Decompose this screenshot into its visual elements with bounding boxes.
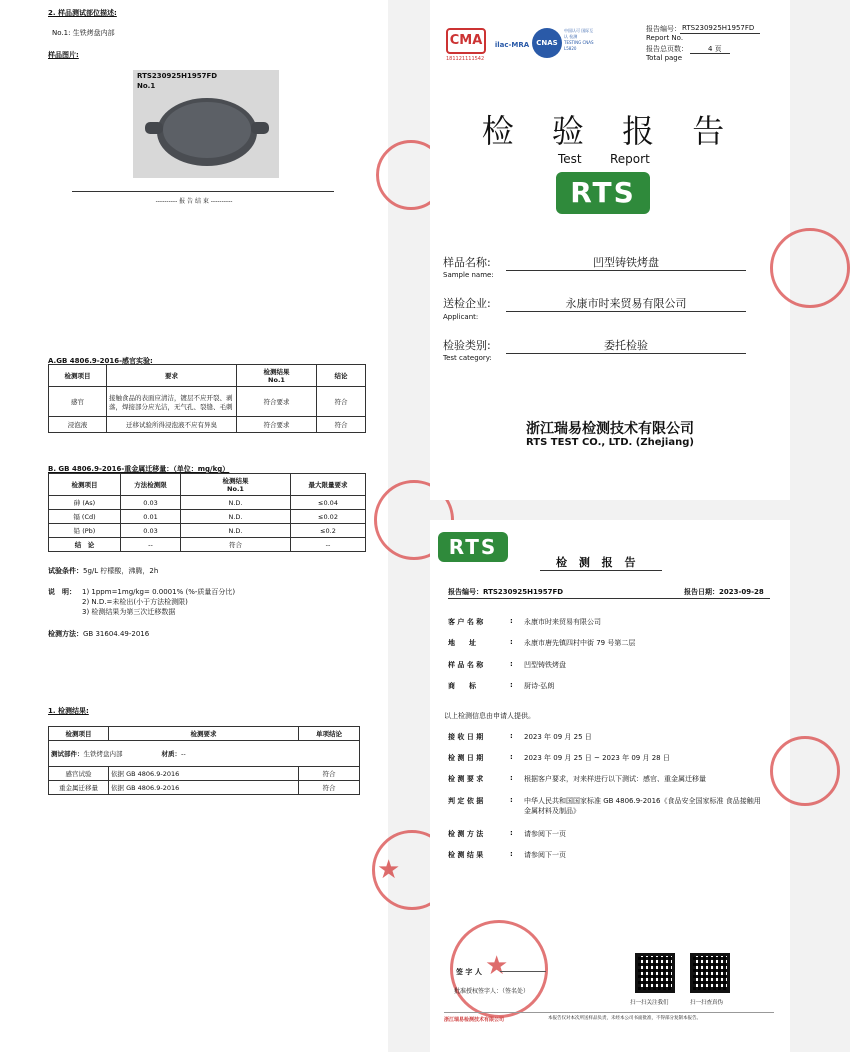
cover-title-en-2: Report [610, 152, 650, 166]
col-conclusion: 结论 [317, 365, 366, 387]
col-requirement: 要求 [107, 365, 237, 387]
auth-text: 批准授权签字人：（签名处） [454, 988, 530, 995]
col-result: 检测结果 No.1 [237, 365, 317, 387]
divider [72, 191, 334, 192]
sample-label: 样品名称: [443, 256, 491, 269]
rts-logo: RTS [556, 172, 650, 214]
col-item: 检测项目 [49, 365, 107, 387]
test-date-label: 检 测 日 期 [448, 754, 484, 762]
category-value: 委托检验 [604, 339, 648, 352]
photo-label-code: RTS230925H1957FD [137, 72, 218, 80]
total-value: 4 页 [708, 45, 722, 53]
table-row: 砷 (As) 0.03 N.D. ≤0.04 [49, 496, 366, 510]
results-table: 检测项目 检测要求 单项结论 测试部件：生铁烤盘内部 材质：-- 感官试验 依据 GB 4806.9-2016 符合 重金属迁移量 依据 GB 4806.9-2016 符合 [48, 726, 360, 795]
applicant-label: 送检企业: [443, 297, 491, 310]
company-name-en: RTS TEST CO., LTD. (Zhejiang) [526, 437, 694, 448]
report-page-left [0, 0, 401, 1052]
test-requirement-value: 根据客户要求，对来样进行以下测试：感官、重金属迁移量 [524, 775, 706, 783]
applicant-label-en: Applicant: [443, 313, 479, 321]
signature [500, 960, 546, 972]
sample-name-label: 样 品 名 称 [448, 661, 484, 669]
address-value: 永康市唐先镇四村中街 79 号第二层 [524, 639, 636, 647]
qr-code-verify[interactable] [690, 953, 730, 993]
cma-number: 181121111542 [446, 56, 485, 62]
cnas-logo: CNAS [532, 28, 562, 58]
method-label: 检 测 方 法 [448, 830, 484, 838]
test-conditions: 试验条件：5g/L 柠檬酸，沸腾，2h [48, 567, 159, 575]
seal-stamp [770, 736, 840, 806]
rts-logo-small: RTS [438, 532, 508, 562]
test-method: 检测方法：GB 31604.49-2016 [48, 630, 150, 638]
notes-label: 说 明： [48, 588, 76, 596]
report-no: RTS230925H1957FD [682, 24, 755, 32]
cover-title-en-1: Test [558, 152, 582, 166]
grill-pan-image [141, 92, 273, 178]
tableB-title: B. GB 4806.9-2016-重金属迁移量：（单位：mg/kg） [48, 465, 230, 473]
category-label-en: Test category: [443, 354, 492, 362]
address-label: 地 址 [448, 639, 476, 647]
method-value: 请参阅下一页 [524, 830, 566, 838]
table-row: 结 论 -- 符合 -- [49, 538, 366, 552]
cover-title: 检 验 报 告 [481, 112, 739, 150]
sample-photo [133, 70, 279, 178]
heavy-metal-table: 检测项目 方法检测限 检测结果 No.1 最大限量要求 砷 (As) 0.03 N.D. ≤0.04 镉 (Cd) 0.01 N.D. ≤0.02 铅 (Pb) 0.03 N.D. ≤0.2 结 论 -- 符合 -- [48, 473, 366, 552]
signer-label: 签 字 人 [456, 968, 482, 976]
total-label: 报告总页数： [646, 45, 688, 53]
provided-note: 以上检测信息由申请人提供。 [444, 712, 535, 720]
trademark-label: 商 标 [448, 682, 476, 690]
footer-company: 浙江瑞易检测技术有限公司 [444, 1017, 505, 1023]
qr-follow-caption: 扫一扫关注我们 [630, 1000, 669, 1006]
footer-note: 本报告仅对本次所送样品负责，未经本公司书面批准，不得部分复制本报告。 [548, 1016, 701, 1021]
table-row: 感官 接触食品的表面应清洁，镀层不应开裂、剥落，焊接部分应光洁，无气孔、裂缝、毛刺 符合要求 符合 [49, 387, 366, 417]
test-date-value: 2023 年 09 月 25 日 ~ 2023 年 09 月 28 日 [524, 754, 670, 762]
report-end-note: ---------- 报 告 结 束 ---------- [155, 198, 233, 205]
result-label: 检 测 结 果 [448, 851, 484, 859]
notes-list: 1) 1ppm=1mg/kg= 0.0001% (%-质量百分比) 2) N.D.=未检出(小于方法检测限) 3) 检测结果为第三次迁移数据 [82, 588, 236, 616]
company-seal: ★ [450, 920, 548, 1018]
customer-value: 永康市时来贸易有限公司 [524, 618, 601, 626]
report-date: 报告日期：2023-09-28 [684, 588, 764, 596]
category-label: 检验类别: [443, 339, 491, 352]
cnas-subtext: 中国认可 国际互认 检测 TESTING CNAS L5820 [564, 28, 594, 51]
photo-title: 样品图片: [48, 51, 79, 59]
section1-title: 1. 检测结果: [48, 707, 89, 715]
table-row: 铅 (Pb) 0.03 N.D. ≤0.2 [49, 524, 366, 538]
table-row: 镉 (Cd) 0.01 N.D. ≤0.02 [49, 510, 366, 524]
photo-label-no: No.1 [137, 82, 156, 90]
table-row: 重金属迁移量 依据 GB 4806.9-2016 符合 [49, 781, 360, 795]
applicant-value: 永康市时来贸易有限公司 [565, 297, 687, 310]
trademark-value: 厨诗·弘朗 [524, 682, 555, 690]
tableA-title: A.GB 4806.9-2016-感官实验: [48, 357, 153, 365]
report-no-label: 报告编号： [646, 25, 681, 33]
total-en: Total page [646, 54, 683, 62]
seal-stamp: ★ [372, 830, 452, 910]
report-title: 检 测 报 告 [556, 556, 640, 569]
report-info-page: RTS 检 测 报 告 报告编号：RTS230925H1957FD 报告日期：2023-09-28 客 户 名 称 : 永康市时来贸易有限公司 地 址 : 永康市唐先镇四村中街 79 号第二层 样 品 名 称 : 凹型铸铁烤盘 商 标 : 厨诗·弘朗 以上检测信息由申请人提供。 接 收 日 期 : 2023 年 09 月 25 日 检 测 日 期 : 2023 年 09 月 25 日 ~ 2023 年 09 月 28 日 检 测 要 求 : 根据客户要求，对来样进行以下测试：感官、重金属迁移量 判 定 依 据 : 中华人民共和国国家标准 GB 4806.9-2016《食品安全国家标准 食品接触用金属材料及制品》 检 测 方 法 : 请参阅下一页 检 测 结 果 : 请参阅下一页 ★ 签 字 人 批准授权签字人：（签名处） 扫一扫关注我们 扫一扫查真伪 浙江瑞易检测技术有限公司 本报告仅对本次所送样品负责，未经本公司书面批准，不得部分复制本报告。 [430, 520, 790, 1052]
report-no-en: Report No. [646, 34, 684, 42]
qr-code-follow[interactable] [635, 953, 675, 993]
report-cover-page [430, 0, 790, 500]
receive-date-label: 接 收 日 期 [448, 733, 484, 741]
seal-stamp [770, 228, 850, 308]
cma-logo: CMA [446, 28, 486, 54]
section2-title: 2. 样品测试部位描述: [48, 9, 117, 17]
sample-value: 凹型铸铁烤盘 [593, 256, 659, 269]
sample-name-value: 凹型铸铁烤盘 [524, 661, 566, 669]
customer-label: 客 户 名 称 [448, 618, 484, 626]
sensory-table [48, 364, 366, 433]
qr-verify-caption: 扫一扫查真伪 [690, 1000, 724, 1006]
table-row: 浸泡液 迁移试验所得浸泡液不应有异臭 符合要求 符合 [49, 417, 366, 433]
section2-item: No.1: 生铁烤盘内部 [52, 29, 115, 37]
parts-row: 测试部件：生铁烤盘内部 材质：-- [49, 741, 360, 767]
table-row: 感官试验 依据 GB 4806.9-2016 符合 [49, 767, 360, 781]
basis-value: 中华人民共和国国家标准 GB 4806.9-2016《食品安全国家标准 食品接触用金属材料及制品》 [524, 797, 761, 815]
test-requirement-label: 检 测 要 求 [448, 775, 484, 783]
sample-label-en: Sample name: [443, 271, 494, 279]
report-number: 报告编号：RTS230925H1957FD [448, 588, 564, 596]
result-value: 请参阅下一页 [524, 851, 566, 859]
basis-label: 判 定 依 据 [448, 797, 484, 805]
receive-date-value: 2023 年 09 月 25 日 [524, 733, 592, 741]
company-name-cn: 浙江瑞易检测技术有限公司 [526, 421, 694, 437]
ilac-logo: ilac-MRA [494, 41, 530, 49]
